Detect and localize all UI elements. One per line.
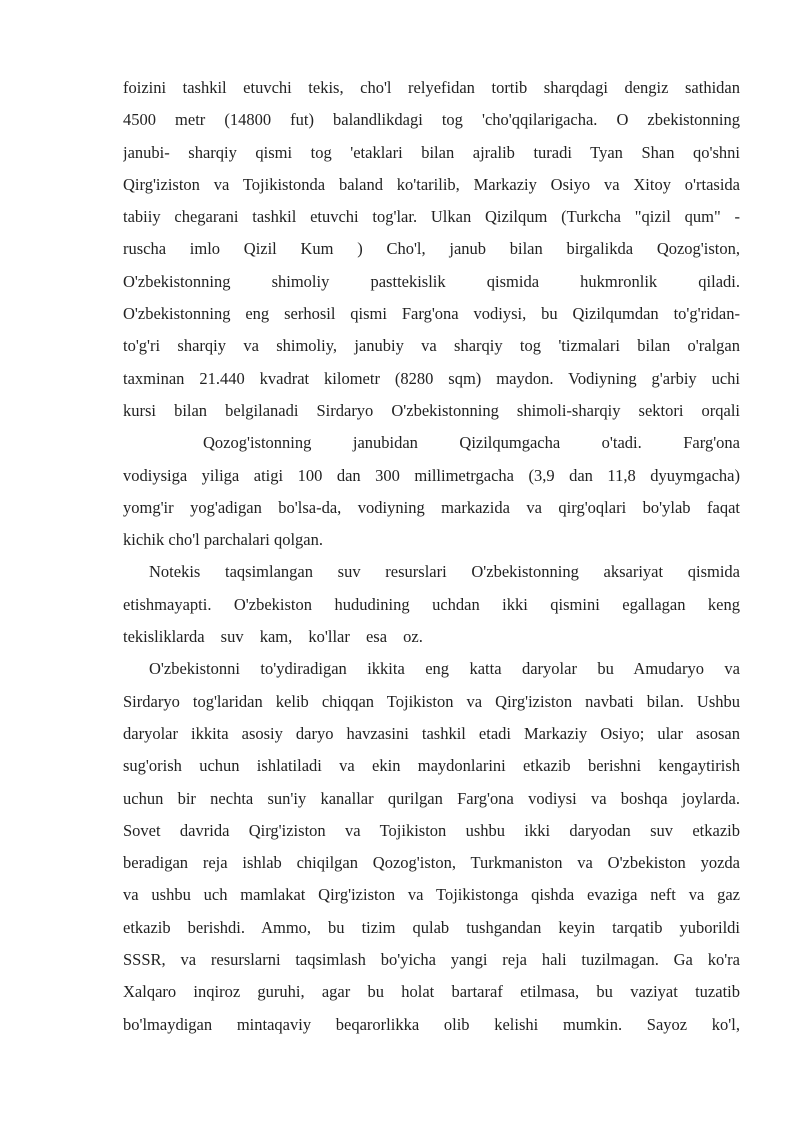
text-line: Sirdaryo tog'laridan kelib chiqqan Tojikiston va Qirg'iziston navbati bilan. Ushbu: [123, 691, 740, 711]
text-line: janubi- sharqiy qismi tog 'etaklari bilan ajralib turadi Tyan Shan qo'shni: [123, 142, 740, 162]
text-line: Qozog'istonning janubidan Qizilqumgacha o'tadi. Farg'ona: [203, 433, 740, 453]
text-line: etishmayapti. O'zbekiston hududining uchdan ikki qismini egallagan keng: [123, 594, 740, 614]
text-line: tekisliklarda suv kam, ko'llar esa oz.: [123, 627, 423, 647]
text-line: Qirg'iziston va Tojikistonda baland ko'tarilib, Markaziy Osiyo va Xitoy o'rtasida: [123, 174, 740, 194]
text-line: uchun bir nechta sun'iy kanallar qurilgan Farg'ona vodiysi va boshqa joylarda.: [123, 788, 740, 808]
text-line: 4500 metr (14800 fut) balandlikdagi tog 'cho'qqilarigacha. O zbekistonning: [123, 110, 740, 130]
text-line: kursi bilan belgilanadi Sirdaryo O'zbekistonning shimoli-sharqiy sektori orqali: [123, 400, 740, 420]
text-line: SSSR, va resurslarni taqsimlash bo'yicha yangi reja hali tuzilmagan. Ga ko'ra: [123, 950, 740, 970]
text-line: ruscha imlo Qizil Kum ) Cho'l, janub bilan birgalikda Qozog'iston,: [123, 239, 740, 259]
text-line: yomg'ir yog'adigan bo'lsa-da, vodiyning markazida va qirg'oqlari bo'ylab faqat: [123, 497, 740, 517]
text-line: etkazib berishdi. Ammo, bu tizim qulab tushgandan keyin tarqatib yuborildi: [123, 917, 740, 937]
text-line: vodiysiga yiliga atigi 100 dan 300 millimetrgacha (3,9 dan 11,8 dyuymgacha): [123, 465, 740, 485]
body-text: [123, 72, 740, 1041]
text-line: bo'lmaydigan mintaqaviy beqarorlikka olib kelishi mumkin. Sayoz ko'l,: [123, 1014, 740, 1034]
text-line: foizini tashkil etuvchi tekis, cho'l relyefidan tortib sharqdagi dengiz sathidan: [123, 78, 740, 97]
text-line: O'zbekistonning eng serhosil qismi Farg'ona vodiysi, bu Qizilqumdan to'g'ridan-: [123, 304, 740, 324]
text-line: kichik cho'l parchalari qolgan.: [123, 530, 323, 550]
text-line: O'zbekistonning shimoliy pasttekislik qismida hukmronlik qiladi.: [123, 271, 740, 291]
text-line: Notekis taqsimlangan suv resurslari O'zbekistonning aksariyat qismida: [149, 562, 740, 582]
text-line: beradigan reja ishlab chiqilgan Qozog'iston, Turkmaniston va O'zbekiston yozda: [123, 853, 740, 873]
text-line: O'zbekistonni to'ydiradigan ikkita eng katta daryolar bu Amudaryo va: [149, 659, 740, 679]
text-line: daryolar ikkita asosiy daryo havzasini tashkil etadi Markaziy Osiyo; ular asosan: [123, 723, 740, 743]
text-line: va ushbu uch mamlakat Qirg'iziston va Tojikistonga qishda evaziga neft va gaz: [123, 885, 740, 905]
text-line: to'g'ri sharqiy va shimoliy, janubiy va sharqiy tog 'tizmalari bilan o'ralgan: [123, 336, 740, 356]
text-line: sug'orish uchun ishlatiladi va ekin maydonlarini etkazib berishni kengaytirish: [123, 756, 740, 776]
text-line: taxminan 21.440 kvadrat kilometr (8280 sqm) maydon. Vodiyning g'arbiy uchi: [123, 368, 740, 388]
text-line: Xalqaro inqiroz guruhi, agar bu holat bartaraf etilmasa, bu vaziyat tuzatib: [123, 982, 740, 1002]
text-line: Sovet davrida Qirg'iziston va Tojikiston ushbu ikki daryodan suv etkazib: [123, 820, 740, 840]
text-line: tabiiy chegarani tashkil etuvchi tog'lar. Ulkan Qizilqum (Turkcha "qizil qum" -: [123, 207, 740, 227]
